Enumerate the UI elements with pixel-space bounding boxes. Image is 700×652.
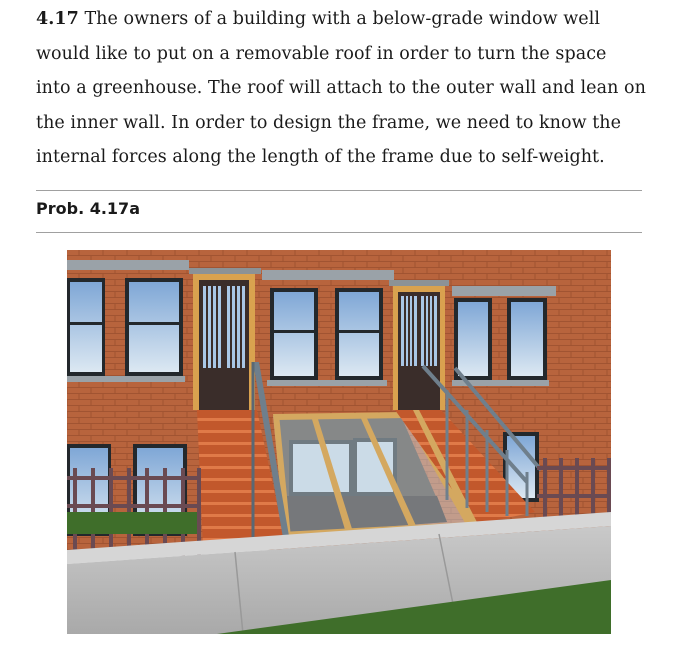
problem-body: The owners of a building with a below-grade window well would like to put on a removable roof in order to turn the space into a greenhouse. The roof will attach to the outer wall and lean on the inner wall. In order to design the frame, we need to know the internal forces along the length of the frame due to self-weight. xyxy=(36,9,646,167)
caption-rule-top xyxy=(36,190,642,191)
figure-caption: Prob. 4.17a xyxy=(36,199,140,218)
problem-statement xyxy=(36,2,646,175)
building-illustration xyxy=(67,250,611,634)
problem-number: 4.17 xyxy=(36,9,79,29)
caption-rule-bottom xyxy=(36,232,642,233)
